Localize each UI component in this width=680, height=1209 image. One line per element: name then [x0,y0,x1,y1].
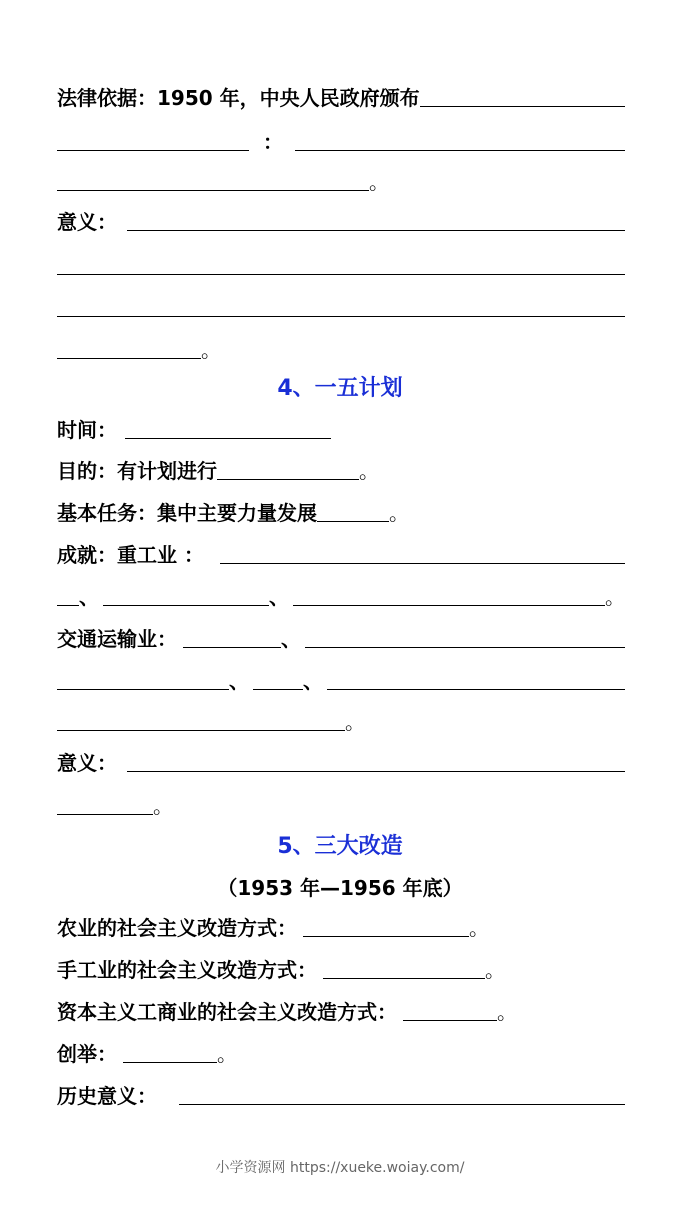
sec3-meaning-blank-2[interactable] [57,254,625,275]
section-5-subheading: （1953 年—1956 年底） [217,876,463,900]
sec3-meaning-blank-4[interactable] [57,338,201,359]
sec3-meaning-line-4 [57,334,625,362]
period-mark: 。 [217,1042,237,1066]
capitalist-line [57,996,625,1024]
task-blank[interactable] [317,501,389,522]
achievement-label: 成就：重工业 ： [57,543,204,567]
goal-blank[interactable] [217,459,359,480]
handicraft-label: 手工业的社会主义改造方式： [57,958,317,982]
transport-label: 交通运输业： [57,627,177,651]
goal-label: 目的：有计划进行 [57,459,217,483]
goal-line [57,455,625,483]
transport-blank[interactable] [183,627,281,648]
law-basis-line-2 [57,126,625,154]
period-mark: 。 [605,585,625,609]
period-mark: 。 [153,794,173,818]
achievement-blank[interactable] [220,543,625,564]
law-content-blank[interactable] [295,130,625,151]
period-mark: 。 [201,338,221,362]
innovation-blank[interactable] [123,1042,217,1063]
transport-blank-3[interactable] [57,669,229,690]
time-line [57,414,625,442]
agri-label: 农业的社会主义改造方式： [57,916,297,940]
law-name-blank-2[interactable] [57,130,249,151]
law-basis-label: 法律依据：1950 年，中央人民政府颁布 [57,86,420,110]
transport-line-3 [57,706,625,734]
period-mark: 。 [345,710,365,734]
law-basis-line [57,82,625,110]
history-blank[interactable] [179,1084,625,1105]
achievement-blank-2[interactable] [57,585,79,606]
sec3-meaning-blank-3[interactable] [57,296,625,317]
sec4-meaning-blank-2[interactable] [57,794,153,815]
handicraft-line [57,954,625,982]
transport-blank-2[interactable] [305,627,625,648]
law-basis-line-3 [57,166,625,194]
period-mark: 。 [359,459,379,483]
capitalist-blank[interactable] [403,1000,497,1021]
sec4-meaning-label: 意义： [57,751,117,775]
sec3-meaning-line-3 [57,292,625,320]
period-mark: 。 [485,958,505,982]
task-label: 基本任务：集中主要力量发展 [57,501,317,525]
section-5-heading: 5、三大改造 [277,834,403,859]
section-4-heading: 4、一五计划 [277,376,403,401]
capitalist-label: 资本主义工商业的社会主义改造方式： [57,1000,397,1024]
innovation-label: 创举： [57,1042,117,1066]
sec3-meaning-line-2 [57,250,625,278]
task-line [57,497,625,525]
dunhao-mark: 、 [303,669,323,693]
law-name-blank[interactable] [420,86,625,107]
period-mark: 。 [389,501,409,525]
transport-line-2 [57,665,625,693]
sec4-meaning-line-2 [57,790,625,818]
period-mark: 。 [469,916,489,940]
time-label: 时间： [57,418,117,442]
sec4-meaning-blank[interactable] [127,751,625,772]
sec3-meaning-line [57,206,625,234]
transport-line [57,623,625,651]
innovation-line [57,1038,625,1066]
law-content-blank-2[interactable] [57,170,369,191]
transport-blank-5[interactable] [327,669,625,690]
period-mark: 。 [369,170,389,194]
achievement-line-2 [57,581,625,609]
dunhao-mark: 、 [269,585,289,609]
transport-blank-4[interactable] [253,669,303,690]
transport-blank-6[interactable] [57,710,345,731]
achievement-blank-4[interactable] [293,585,605,606]
dunhao-mark: 、 [281,627,301,651]
footer-watermark: 小学资源网 https://xueke.woiay.com/ [215,1160,465,1176]
history-line [57,1080,625,1108]
dunhao-mark: 、 [79,585,99,609]
sec4-meaning-line [57,747,625,775]
history-label: 历史意义： [57,1084,157,1108]
agri-line [57,912,625,940]
sec3-meaning-label: 意义： [57,210,117,234]
handicraft-blank[interactable] [323,958,485,979]
achievement-line [57,539,625,567]
colon-text: ： [263,130,283,154]
achievement-blank-3[interactable] [103,585,269,606]
dunhao-mark: 、 [229,669,249,693]
period-mark: 。 [497,1000,517,1024]
sec3-meaning-blank[interactable] [127,210,625,231]
time-blank[interactable] [125,418,331,439]
agri-blank[interactable] [303,916,469,937]
